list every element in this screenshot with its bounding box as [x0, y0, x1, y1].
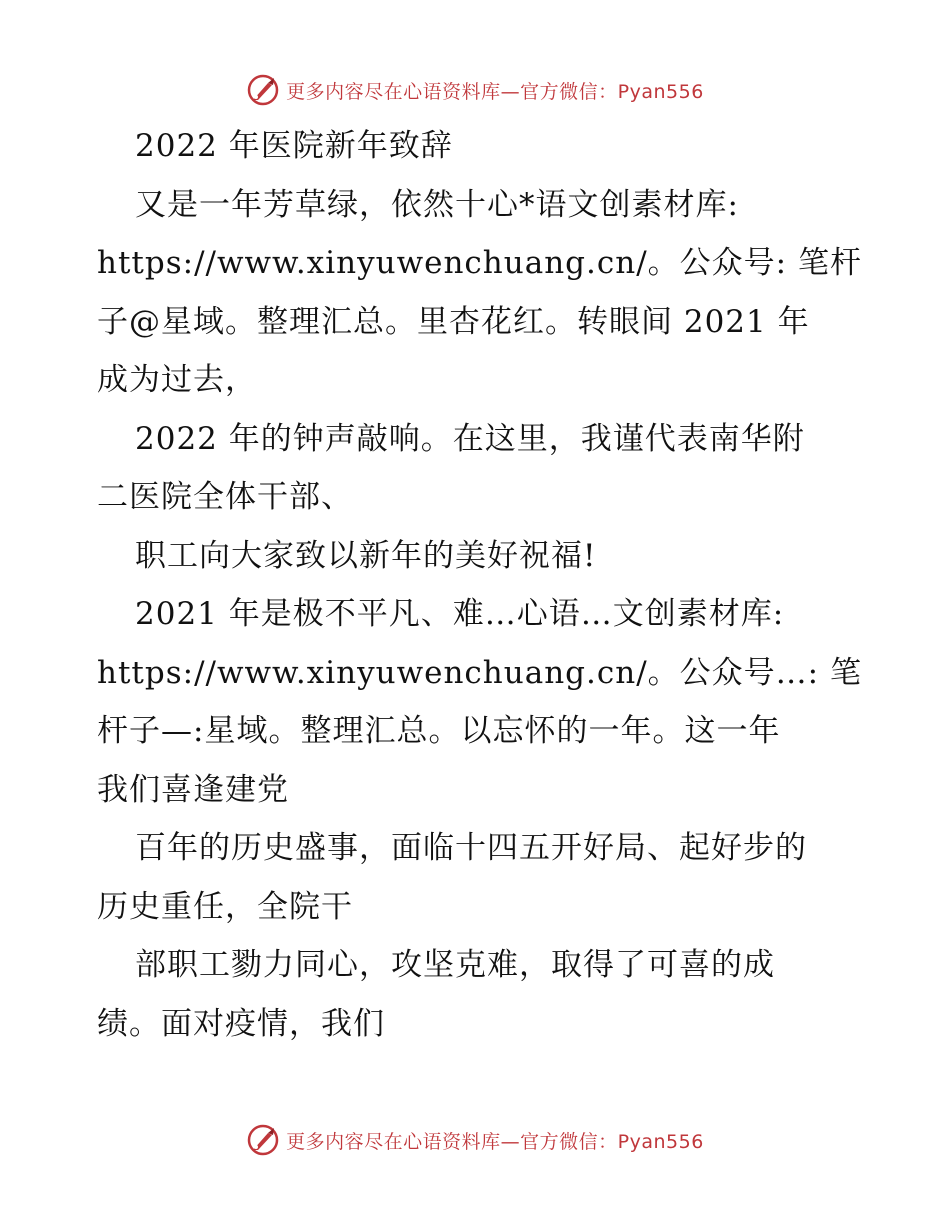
quill-pen-icon	[246, 1123, 280, 1157]
document-body	[97, 117, 862, 1053]
doc-line: 绩。面对疫情，我们	[97, 1005, 385, 1042]
doc-title: 2022 年医院新年致辞	[135, 128, 453, 164]
doc-line: 成为过去，	[97, 362, 257, 398]
quill-pen-icon	[246, 73, 280, 107]
doc-line: 2022 年的钟声敲响。在这里，我谨代表南华附	[135, 420, 805, 457]
doc-line: 二医院全体干部、	[97, 479, 353, 515]
doc-line: https://www.xinyuwenchuang.cn/。公众号…: 笔	[97, 654, 862, 691]
header-banner	[0, 70, 950, 110]
doc-line: 职工向大家致以新年的美好祝福!	[135, 537, 597, 574]
doc-line: 2021 年是极不平凡、难…心语…文创素材库:	[135, 596, 785, 632]
header-banner-text: 更多内容尽在心语资料库—官方微信：Pyan556	[286, 80, 704, 103]
doc-line: 历史重任，全院干	[97, 888, 353, 925]
doc-line: 又是一年芳草绿，依然十心*语文创素材库:	[135, 186, 739, 223]
footer-banner-text: 更多内容尽在心语资料库—官方微信：Pyan556	[286, 1130, 704, 1153]
doc-line: 我们喜逢建党	[97, 771, 289, 808]
footer-banner	[0, 1120, 950, 1160]
doc-line: 部职工勠力同心，攻坚克难，取得了可喜的成	[135, 947, 775, 983]
doc-line: https://www.xinyuwenchuang.cn/。公众号: 笔杆	[97, 245, 862, 281]
doc-line: 子@星域。整理汇总。里杏花红。转眼间 2021 年	[97, 303, 810, 340]
header-banner-inner	[246, 73, 704, 107]
doc-line: 杆子—:星域。整理汇总。以忘怀的一年。这一年	[97, 713, 781, 749]
doc-line: 百年的历史盛事，面临十四五开好局、起好步的	[135, 830, 807, 866]
footer-banner-inner	[246, 1123, 704, 1157]
